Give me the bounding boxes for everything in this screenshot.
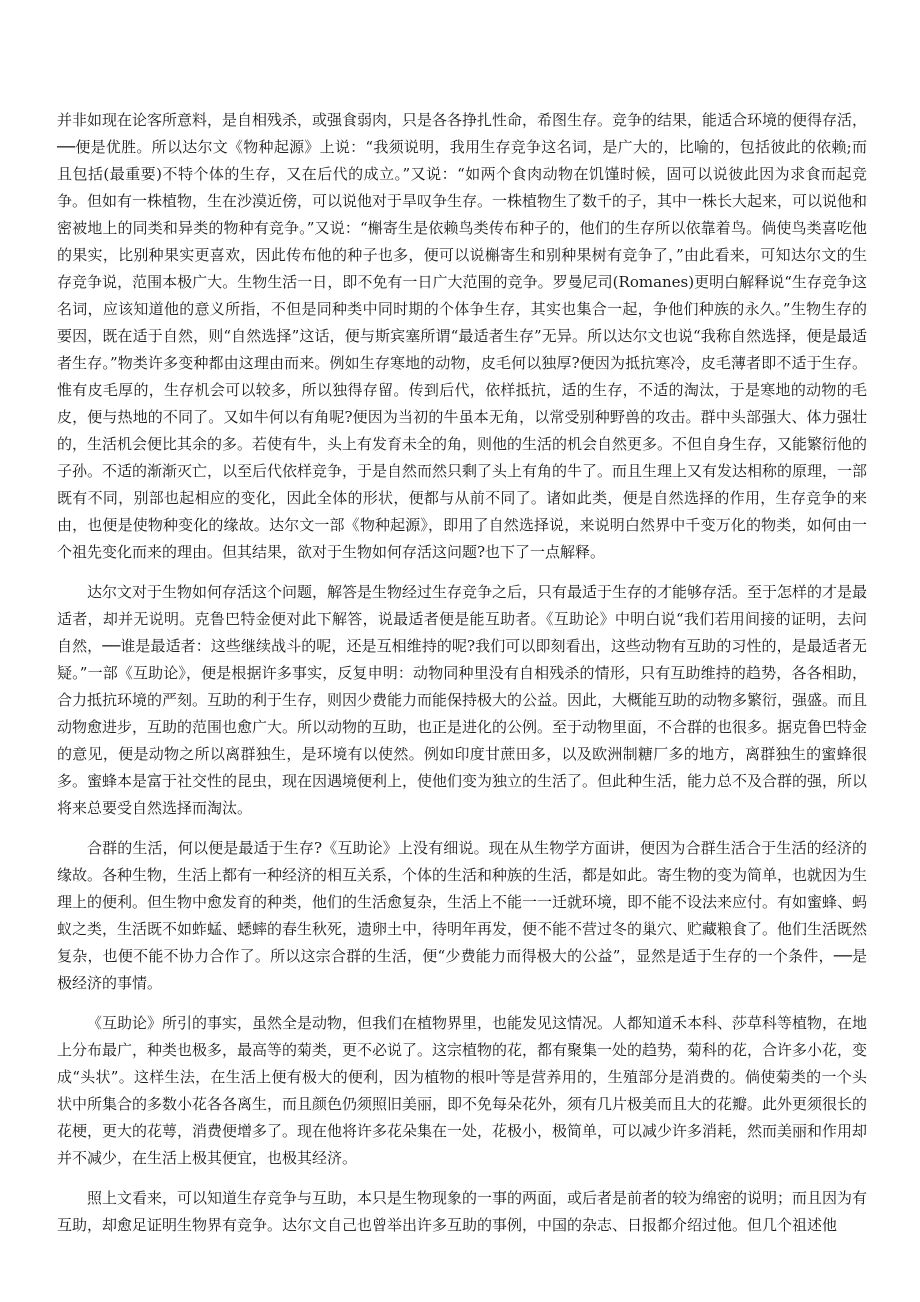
- document-body: [57, 107, 867, 1239]
- paragraph-1: 并非如现在论客所意料，是自相残杀，或强食弱肉，只是各各挣扎性命，希图生存。竞争的结果，能适合环境的便得存活，──便是优胜。所以达尔文《物种起源》上说：“我须说明，我用生存竞争这名词，是广大的，比喻的，包括彼此的依赖;而且包括(最重要)不特个体的生存，又在后代的成立。”又说：“如两个食肉动物在饥馑时候，固可以说彼此因为求食而起竞争。但如有一株植物，生在沙漠近傍，可以说他对于旱叹争生存。一株植物生了数千的子，其中一株长大起来，可以说他和密被地上的同类和异类的物种有竞争。”又说：“槲寄生是依赖鸟类传布种子的，他们的生存所以依靠着鸟。倘使鸟类喜吃他的果实，比别种果实更喜欢，因此传布他的种子也多，便可以说槲寄生和别种果树有竞争了，”由此看来，可知达尔文的生存竞争说，范围本极广大。生物生活一日，即不免有一日广大范围的竞争。罗曼尼司(Romanes)更明白解释说“生存竞争这名词，应该知道他的意义所指，不但是同种类中同时期的个体争生存，其实也集合一起，争他们种族的永久。”生物生存的要因，既在适于自然，则“自然选择”这话，便与斯宾塞所谓“最适者生存”无异。所以达尔文也说“我称自然选择，便是最适者生存。”物类许多变种都由这理由而来。例如生存寒地的动物，皮毛何以独厚?便因为抵抗寒冷，皮毛薄者即不适于生存。惟有皮毛厚的，生存机会可以较多，所以独得存留。传到后代，依样抵抗，适的生存，不适的淘汰，于是寒地的动物的毛皮，便与热地的不同了。又如牛何以有角呢?便因为当初的牛虽本无角，以常受别种野兽的攻击。群中头部强大、体力强壮的，生活机会便比其余的多。若使有牛，头上有发育未全的角，则他的生活的机会自然更多。不但自身生存，又能繁衍他的子孙。不适的渐渐灭亡，以至后代依样竞争，于是自然而然只剩了头上有角的牛了。而且生理上又有发达相称的原理，一部既有不同，别部也起相应的变化，因此全体的形状，便都与从前不同了。诸如此类，便是自然选择的作用，生存竞争的来由，也便是使物种变化的缘故。达尔文一部《物种起源》，即用了自然选择说，来说明白然界中千变万化的物类，如何由一个祖先变化而来的理由。但其结果，欲对于生物如何存活这问题?也下了一点解释。: [57, 111, 868, 561]
- paragraph-5: 照上文看来，可以知道生存竞争与互助，本只是生物现象的一事的两面，或后者是前者的较为绵密的说明；而且因为有互助，却愈足证明生物界有竞争。达尔文自己也曾举出许多互助的事例，中国的杂志、日报都介绍过他。但几个祖述他: [57, 1189, 868, 1234]
- paragraph-3: 合群的生活，何以便是最适于生存?《互助论》上没有细说。现在从生物学方面讲，便因为合群生活合于生活的经济的缘故。各种生物，生活上都有一种经济的相互关系，个体的生活和种族的生活，都是如此。寄生物的变为简单，也就因为生理上的便利。但生物中愈发育的种类，他们的生活愈复杂，生活上不能一一迁就环境，即不能不设法来应付。有如蜜蜂、蚂蚁之类，生活既不如蚱蜢、蟋蟀的春生秋死，遗卵土中，待明年再发，便不能不营过冬的巢穴、贮藏粮食了。他们生活既然复杂，也便不能不协力合作了。所以这宗合群的生活，便“少费能力而得极大的公益”，显然是适于生存的一个条件，──是极经济的事情。: [57, 839, 868, 992]
- paragraph-2: 达尔文对于生物如何存活这个问题，解答是生物经过生存竞争之后，只有最适于生存的才能够存活。至于怎样的才是最适者，却并无说明。克鲁巴特金便对此下解答，说最适者便是能互助者。《互助论》中明白说“我们若用间接的证明，去问自然，──谁是最适者：这些继续战斗的呢，还是互相维持的呢?我们可以即刻看出，这些动物有互助的习性的，是最适者无疑。”一部《互助论》，便是根据许多事实，反复申明：动物同种里没有自相残杀的情形，只有互助维持的趋势，各各相助，合力抵抗环境的严刻。互助的利于生存，则因少费能力而能保持极大的公益。因此，大概能互助的动物多繁衍，强盛。而且动物愈进步，互助的范围也愈广大。所以动物的互助，也正是进化的公例。至于动物里面，不合群的也很多。据克鲁巴特金的意见，便是动物之所以离群独生，是环境有以使然。例如印度甘蔗田多，以及欧洲制糖厂多的地方，离群独生的蜜蜂很多。蜜蜂本是富于社交性的昆虫，现在因遇境便利上，使他们变为独立的生活了。但此种生活，能力总不及合群的强，所以将来总要受自然选择而淘汰。: [57, 583, 868, 817]
- paragraph-4: 《互助论》所引的事实，虽然全是动物，但我们在植物界里，也能发见这情况。人都知道禾本科、莎草科等植物，在地上分布最广，种类也极多，最高等的菊类，更不必说了。这宗植物的花，都有聚集一处的趋势，菊科的花，合许多小花，变成“头状”。这样生法，在生活上便有极大的便利，因为植物的根叶等是营养用的，生殖部分是消费的。倘使菊类的一个头状中所集合的多数小花各各离生，而且颜色仍须照旧美丽，即不免每朵花外，须有几片极美而且大的花瓣。此外更须很长的花梗，更大的花萼，消费便增多了。现在他将许多花朵集在一处，花极小，极简单，可以减少许多消耗，然而美丽和作用却并不减少，在生活上极其便宜，也极其经济。: [57, 1014, 868, 1167]
